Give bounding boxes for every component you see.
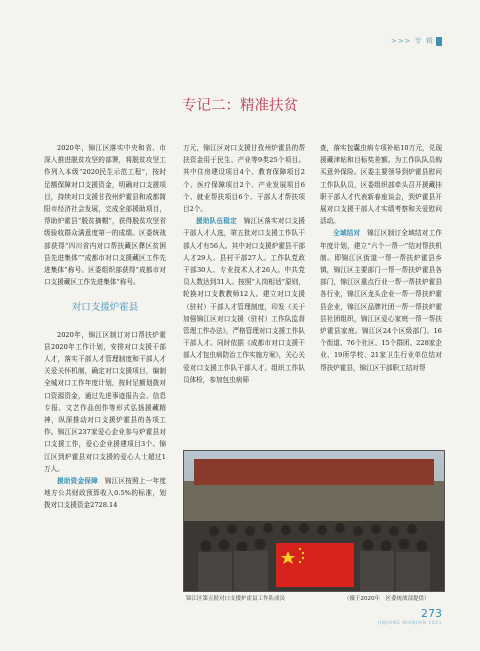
intro-paragraph: 2020年，锦江区落实中央和省、市深入推进脱贫攻坚的部署，将脱贫攻坚工作列入本级“2020民生示范工程”，按时足额保障对口支援资金，明确对口支援项目，持续对口支援甘孜州炉霍县和成都简阳市经济社会发展，完成全部援助项目，帮助炉霍县“脱贫摘帽”，获得脱贫攻坚省级验收群众满意度第一的成绩。区委统战部获得“四川省内对口帮扶藏区彝区贫困县先进集体”“成都市对口支援藏区工作先进集体”称号。区委组织部获得“成都市对口支援藏区工作先进集体”称号。 — [44, 144, 166, 287]
page-title: 专记二：精准扶贫 — [182, 98, 298, 114]
section-tag: >>> 专 辑 — [390, 37, 434, 45]
group-photo-image — [184, 451, 444, 591]
page-number: 273 — [421, 607, 442, 620]
text-column-3 — [320, 142, 442, 374]
body-paragraph: 查，落实包囊虫病专项补贴10万元，兑现援藏津贴和目标奖差额。为工作队队员购买意外保险。区委主要领导到炉霍县慰问工作队队员，区委组织部牵头召开援藏挂职干部人才代表新春座谈会，到炉霍县开展对口支援干部人才实绩考察和关爱慰问活动。 — [320, 144, 442, 226]
body-paragraph: 全域结对 锦江区制订全域结对工作年度计划，建立“六个一帮一”结对帮扶机制。即锦江区街道一帮一帮扶炉霍县乡镇，锦江区主要部门一帮一帮扶炉霍县各部门，锦江区重点行业一帮一帮扶炉霍县各行业，锦江区龙头企业一帮一帮扶炉霍县企业，锦江区品牌社团一帮一帮扶炉霍县社团组织，锦江区爱心家庭一帮一帮扶炉霍县家庭。锦江区24个区级部门、16个街道、76个社区、15个群团、228家企业、19所学校、21家卫生行业单位结对帮扶炉霍县，锦江区干部职工结对帮 — [320, 229, 443, 372]
photo-credit: （摄于2020年 区委统战部提供） — [344, 596, 430, 602]
bookmark-tab-icon — [436, 37, 442, 46]
section-header — [391, 36, 442, 46]
subheading: 援助资金保障 — [57, 477, 98, 486]
subheading: 全域结对 — [333, 229, 361, 238]
group-photo — [183, 450, 445, 592]
text-column-1 — [44, 142, 166, 512]
subheading: 援助队伍稳定 — [196, 217, 237, 226]
body-paragraph: 万元，锦江区对口支援甘孜州炉霍县的帮扶资金用于民生、产业等9类25个项目。其中住房建设项目4个、教育保障项目2个、医疗保障项目2个、产业发展项目6个、就业帮扶项目6个、干部人才帮扶项目2个。 — [183, 144, 305, 214]
body-paragraph: 援助资金保障 锦江区按照上一年度地方公共财政预算收入0.5%的标准，划拨对口支援资金2728.14 — [44, 477, 167, 510]
text-column-2 — [183, 142, 305, 386]
photo-caption: 锦江区第五批对口支援炉霍县工作队成员 — [186, 596, 286, 602]
national-flag — [276, 543, 354, 587]
body-paragraph: 援助队伍稳定 锦江区落实对口支援干部人才人选，第五批对口支援工作队干部人才有56人。其中对口支援炉霍县干部人才29人、县村干部27人。工作队党政干部30人、专业技术人才26人。中共党员人数达到31人。按照“人岗相适”原则，轮换对口支教教师12人。建立对口支援（驻村）干部人才管理制度，印发《关于加强锦江区对口支援（驻村）工作队监督管理工作办法》，严格管理对口支援工作队干部人才。同时依据《成都市对口支援干部人才包虫病防治工作实施方案》，关心关爱对口支援工作队干部人才。组织工作队员体检，参加包虫病筛 — [183, 217, 306, 384]
section-heading: 对口支援炉霍县 — [71, 302, 139, 314]
body-paragraph: 2020年，锦江区制订对口帮扶炉霍县2020年工作计划，安排对口支援干部人才，落实干部人才管理制度和干部人才关爱关怀机制，确定对口支援项目，编制全城对口工作年度计划，按时足额划拨对口资源资金，通过先进事迹报告会、信息专报、文艺作品创作等形式弘扬援藏精神，纵深推动对口支援炉霍县的各项工作。锦江区237家爱心企业参与炉霍县对口支援工作，爱心企业援建项目3个。锦江区到炉霍县对口支援的爱心人士超过1万人。 — [44, 330, 166, 473]
footer-text: JINJIANG NIANJIAN 2021 — [377, 621, 442, 626]
